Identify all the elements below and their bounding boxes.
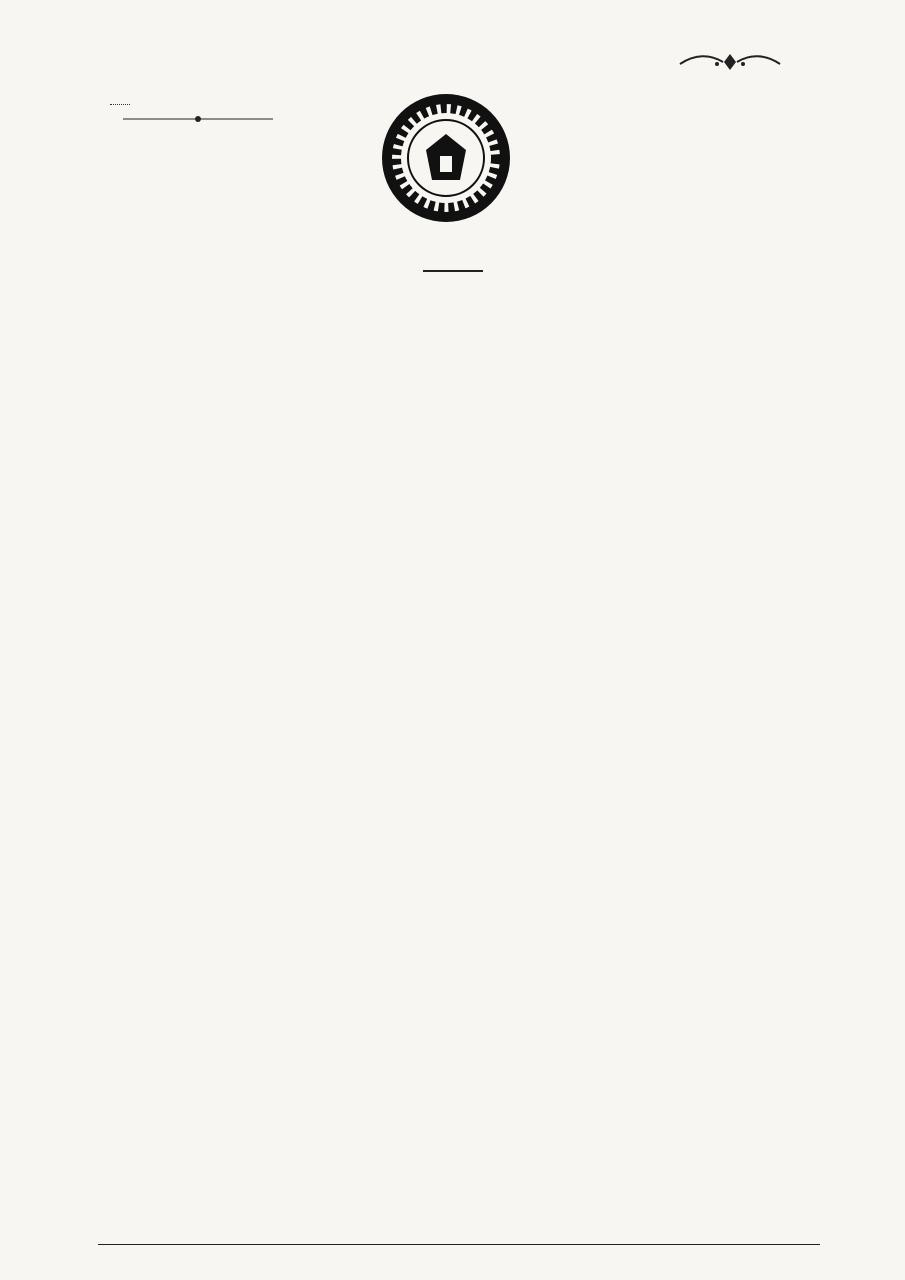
divider-ornament-icon <box>58 114 338 124</box>
ministry-header <box>58 72 338 124</box>
document-title-block <box>0 252 905 274</box>
footer-divider <box>98 1244 820 1245</box>
reference-number <box>58 84 338 104</box>
ornament-icon <box>595 52 865 72</box>
title-divider <box>0 268 905 274</box>
police-seal-icon <box>380 92 512 224</box>
reference-value <box>110 84 130 105</box>
kingdom-header <box>595 40 865 72</box>
